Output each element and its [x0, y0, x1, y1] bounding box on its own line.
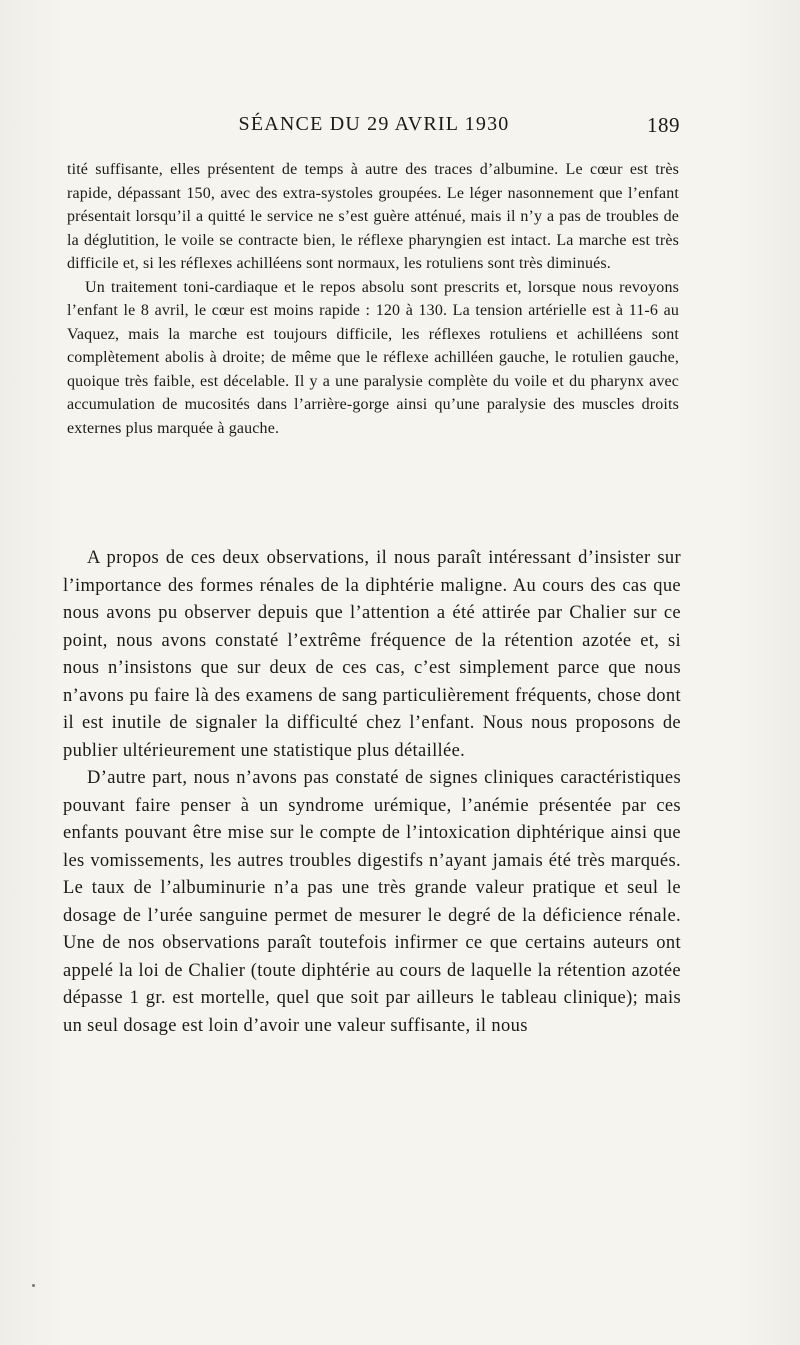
small-paragraph: tité suffisante, elles présentent de temps à autre des traces d’albumine. Le cœur est très rapide, dépassant 150, avec des extra-systoles groupées. Le léger nasonnement que l’enfant présentait lorsqu’il a quitté le service ne s’est guère atténué, mais il n’y a pas de troubles de la déglutition, le voile se contracte bien, le réflexe pharyngien est intact. La marche est très difficile et, si les réflexes achilléens sont normaux, les rotuliens sont très diminués. — [67, 161, 679, 272]
main-text-section — [63, 545, 681, 1040]
small-paragraph: Un traitement toni-cardiaque et le repos absolu sont prescrits et, lorsque nous revoyons l’enfant le 8 avril, le cœur est moins rapide : 120 à 130. La tension artérielle est à 11-6 au Vaquez, mais la marche est toujours difficile, les réflexes rotuliens et achilléens sont complètement abolis à droite; de même que le réflexe achilléen gauche, le rotulien gauche, quoique très faible, est décelable. Il y a une paralysie complète du voile et du pharynx avec accumulation de mucosités dans l’arrière-gorge ainsi qu’une paralysie des muscles droits externes plus marquée à gauche. — [67, 278, 679, 437]
main-paragraph: D’autre part, nous n’avons pas constaté de signes cliniques caractéristiques pouvant faire penser à un syndrome urémique, l’anémie présentée par ces enfants pouvant être mise sur le compte de l’intoxication diphtérique ainsi que les vomissements, les autres troubles digestifs n’ayant jamais été très marqués. Le taux de l’albuminurie n’a pas une très grande valeur pratique et seul le dosage de l’urée sanguine permet de mesurer le degré de la déficience rénale. Une de nos observations paraît toutefois infirmer ce que certains auteurs ont appelé la loi de Chalier (toute diphtérie au cours de laquelle la rétention azotée dépasse 1 gr. est mortelle, quel que soit par ailleurs le tableau clinique); mais un seul dosage est loin d’avoir une valeur suffisante, il nous — [63, 768, 681, 1036]
page-header — [68, 113, 680, 143]
main-paragraph: A propos de ces deux observations, il nous paraît intéressant d’insister sur l’importance des formes rénales de la diphtérie maligne. Au cours des cas que nous avons pu observer depuis que l’attention a été attirée par Chalier sur ce point, nous avons constaté l’extrême fréquence de la rétention azotée et, si nous n’insistons que sur deux de ces cas, c’est simplement parce que nous n’avons pu faire là des examens de sang particulièrement fréquents, chose dont il est inutile de signaler la difficulté chez l’enfant. Nous nous proposons de publier ultérieurement une statistique plus détaillée. — [63, 548, 681, 761]
running-title: SÉANCE DU 29 AVRIL 1930 — [238, 113, 510, 135]
margin-mark — [32, 1284, 35, 1287]
small-print-section — [67, 158, 679, 440]
page-number: 189 — [647, 113, 680, 137]
